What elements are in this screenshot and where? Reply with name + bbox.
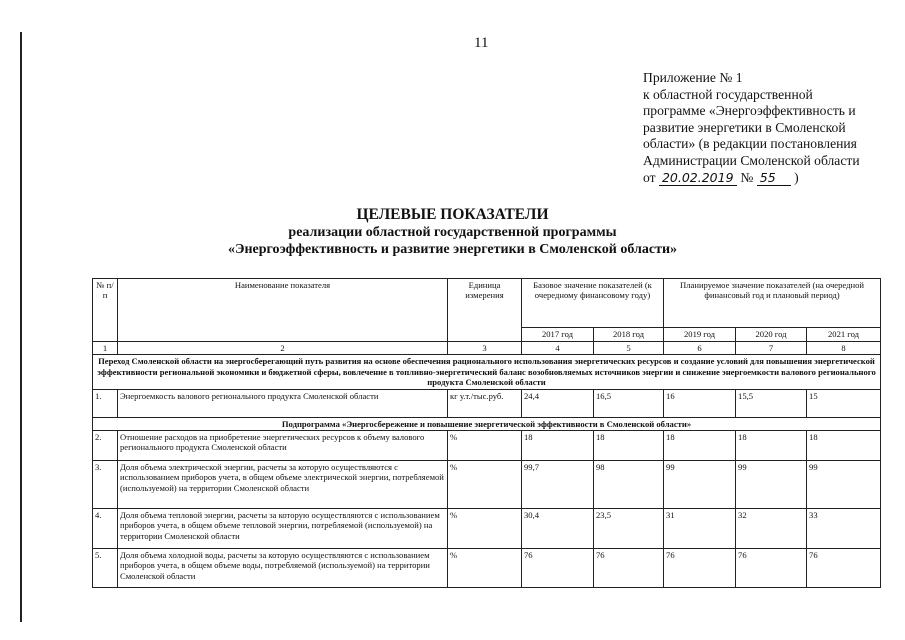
appendix-line: области» (в редакции постановления — [643, 136, 857, 152]
column-number: 3 — [448, 342, 522, 355]
subprogram-title: Подпрограмма «Энергосбережение и повышение энергетической эффективности в Смоленской области» — [93, 417, 881, 430]
column-number: 1 — [93, 342, 118, 355]
column-number: 6 — [664, 342, 736, 355]
appendix-line: к областной государственной — [643, 86, 813, 102]
row-number: 4. — [93, 509, 118, 549]
document-subtitle: реализации областной государственной программы — [288, 225, 617, 240]
indicator-value: 33 — [807, 509, 881, 549]
table-row — [93, 509, 881, 549]
indicator-value: 15,5 — [736, 389, 807, 417]
handwritten-number: 55 — [757, 171, 791, 186]
column-number: 8 — [807, 342, 881, 355]
indicators-table — [92, 278, 881, 588]
document-title-block — [0, 206, 905, 258]
indicator-value: 76 — [664, 549, 736, 588]
column-number: 4 — [522, 342, 594, 355]
indicator-value: 16 — [664, 389, 736, 417]
table-row — [93, 389, 881, 417]
indicator-value: 98 — [594, 461, 664, 509]
column-number-row — [93, 342, 881, 355]
row-number: 5. — [93, 549, 118, 588]
date-prefix: от — [643, 169, 656, 185]
indicator-unit: % — [448, 461, 522, 509]
appendix-line: развитие энергетики в Смоленской — [643, 119, 846, 135]
indicator-value: 18 — [736, 431, 807, 461]
row-number: 1. — [93, 389, 118, 417]
year-cell: 2018 год — [594, 328, 664, 342]
indicator-name: Доля объема электрической энергии, расчеты за которую осуществляются с использованием приборов учета, в общем объеме электрической энергии, потребляемой (используемой) на территории Смоленской области — [118, 461, 448, 509]
indicator-name: Энергоемкость валового регионального продукта Смоленской области — [118, 389, 448, 417]
number-sign: № — [740, 169, 754, 185]
indicator-value: 24,4 — [522, 389, 594, 417]
indicator-value: 76 — [807, 549, 881, 588]
indicator-value: 16,5 — [594, 389, 664, 417]
page-number: 11 — [474, 35, 489, 51]
indicator-value: 76 — [736, 549, 807, 588]
header-base: Базовое значение показателей (к очередному финансовому году) — [522, 279, 664, 328]
indicator-unit: кг у.т./тыс.руб. — [448, 389, 522, 417]
appendix-line: программе «Энергоэффективность и — [643, 103, 856, 119]
indicator-name: Доля объема тепловой энергии, расчеты за которую осуществляются с использованием приборов учета, в общем объеме тепловой энергии, потребляемой (используемой) на территории Смоленской области — [118, 509, 448, 549]
indicator-value: 32 — [736, 509, 807, 549]
column-number: 5 — [594, 342, 664, 355]
header-unit: Единица измерения — [448, 279, 522, 342]
appendix-line: Администрации Смоленской области — [643, 152, 860, 168]
indicator-value: 18 — [522, 431, 594, 461]
appendix-line: Приложение № 1 — [643, 70, 743, 85]
indicator-value: 23,5 — [594, 509, 664, 549]
indicator-value: 31 — [664, 509, 736, 549]
page-edge-line — [20, 32, 22, 622]
indicator-unit: % — [448, 509, 522, 549]
closing-paren: ) — [794, 169, 799, 185]
indicator-name: Доля объема холодной воды, расчеты за которую осуществляются с использованием приборов учета, в общем объеме воды, потребляемой (используемой) на территории Смоленской области — [118, 549, 448, 588]
header-row — [93, 279, 881, 328]
header-planned: Планируемое значение показателей (на очередной финансовый год и плановый период) — [664, 279, 881, 328]
table-row — [93, 431, 881, 461]
section-header-row — [93, 355, 881, 389]
year-cell: 2020 год — [736, 328, 807, 342]
indicator-value: 18 — [807, 431, 881, 461]
indicator-value: 76 — [594, 549, 664, 588]
handwritten-date: 20.02.2019 — [659, 171, 737, 186]
indicator-value: 18 — [594, 431, 664, 461]
table-row — [93, 461, 881, 509]
column-number: 2 — [118, 342, 448, 355]
program-name: «Энергоэффективность и развитие энергетики в Смоленской области» — [227, 242, 678, 257]
indicator-name: Отношение расходов на приобретение энергетических ресурсов к объему валового регионального продукта Смоленской области — [118, 431, 448, 461]
indicator-value: 76 — [522, 549, 594, 588]
row-number: 3. — [93, 461, 118, 509]
header-name: Наименование показателя — [118, 279, 448, 342]
indicator-unit: % — [448, 549, 522, 588]
indicator-value: 18 — [664, 431, 736, 461]
year-cell: 2021 год — [807, 328, 881, 342]
indicator-value: 99 — [664, 461, 736, 509]
indicator-value: 99 — [807, 461, 881, 509]
subprogram-row — [93, 417, 881, 430]
appendix-block — [643, 70, 893, 186]
indicator-unit: % — [448, 431, 522, 461]
appendix-date-line — [643, 170, 893, 187]
section-goal-text: Переход Смоленской области на энергосберегающий путь развития на основе обеспечения рационального использования энергетических ресурсов и создание условий для повышения энергетической эффективности региональной экономики и бюджетной сферы, вовлечение в топливно-энергетический баланс возобновляемых источников энергии и снижение энергоемкости валового регионального продукта Смоленской области — [93, 355, 881, 389]
year-cell: 2019 год — [664, 328, 736, 342]
document-title: ЦЕЛЕВЫЕ ПОКАЗАТЕЛИ — [356, 206, 549, 223]
indicator-value: 99 — [736, 461, 807, 509]
table-row — [93, 549, 881, 588]
row-number: 2. — [93, 431, 118, 461]
indicator-value: 15 — [807, 389, 881, 417]
indicator-value: 99,7 — [522, 461, 594, 509]
year-cell: 2017 год — [522, 328, 594, 342]
header-num: № п/п — [93, 279, 118, 342]
column-number: 7 — [736, 342, 807, 355]
indicator-value: 30,4 — [522, 509, 594, 549]
